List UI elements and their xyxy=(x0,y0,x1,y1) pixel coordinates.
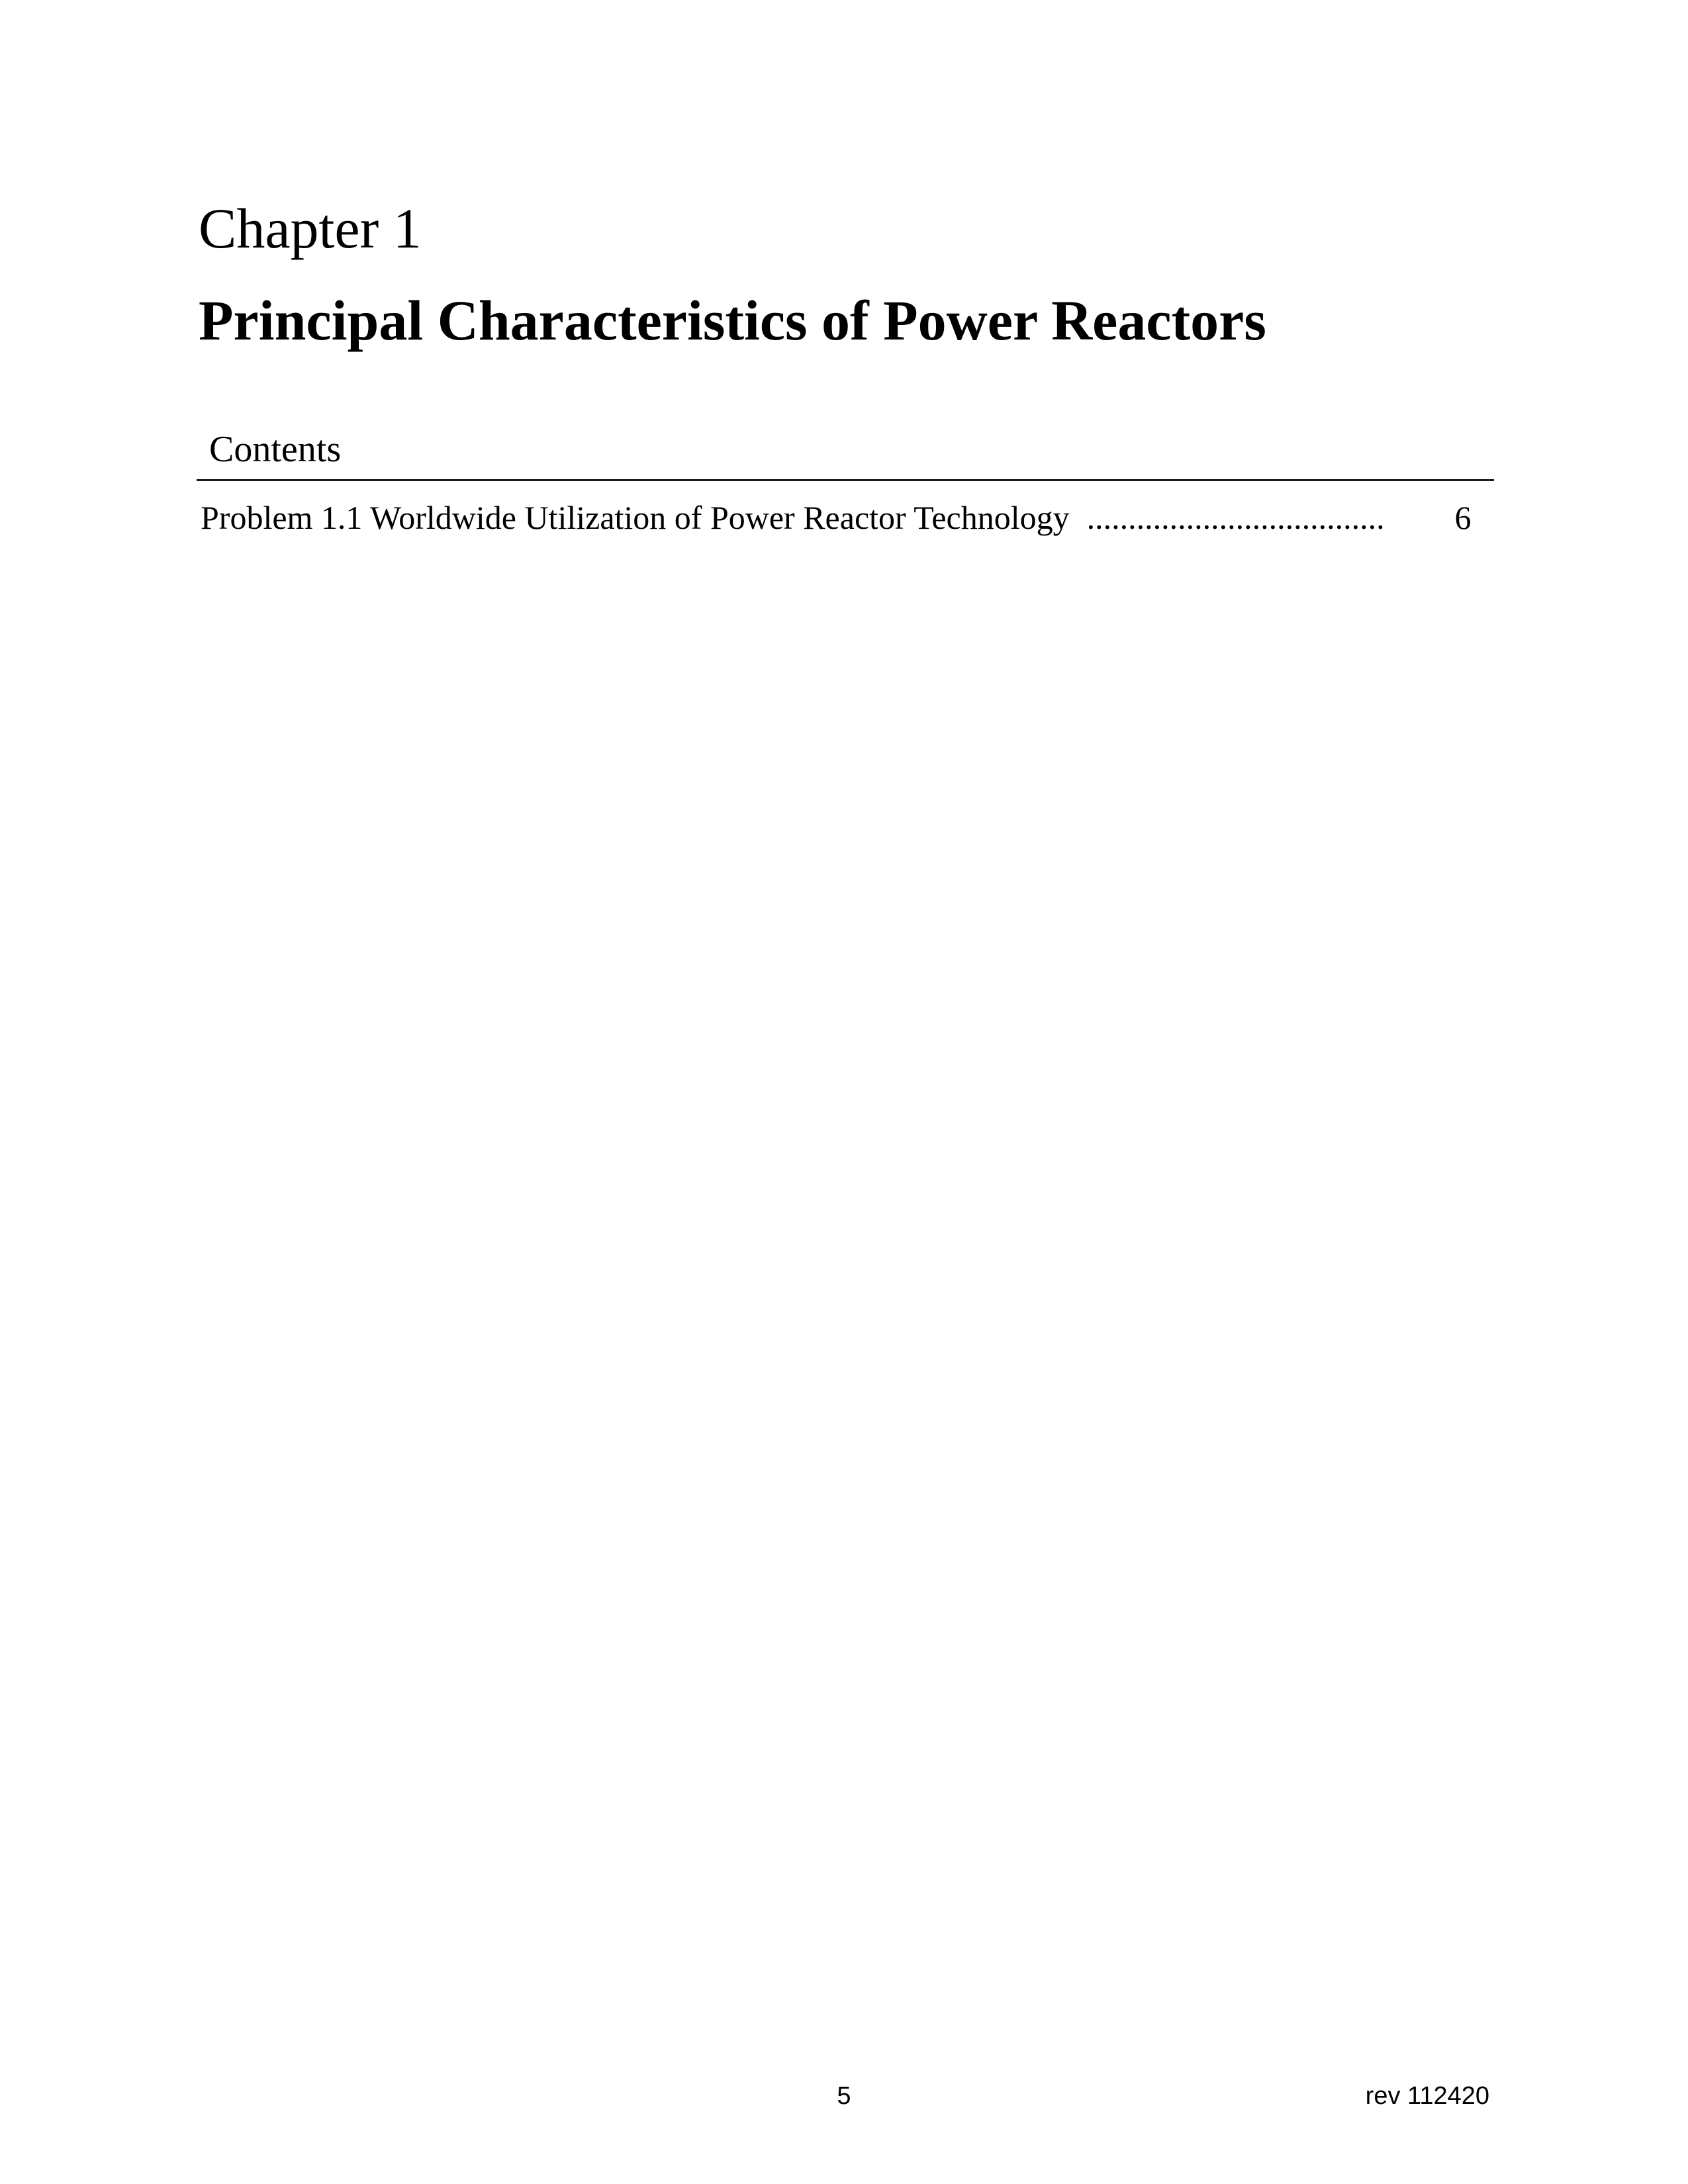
contents-heading: Contents xyxy=(209,429,342,470)
toc-entry xyxy=(201,499,1493,537)
contents-rule-divider xyxy=(197,479,1494,481)
toc-entry-title: Problem 1.1 Worldwide Utilization of Power Reactor Technology xyxy=(201,499,1070,536)
footer-revision-label: rev 112420 xyxy=(1365,2082,1489,2110)
chapter-label: Chapter 1 xyxy=(199,197,422,260)
footer-page-number: 5 xyxy=(837,2082,851,2110)
toc-entry-page-number: 6 xyxy=(1454,499,1472,536)
chapter-title: Principal Characteristics of Power Reactors xyxy=(199,289,1266,352)
toc-entry-dot-leader: .................................... xyxy=(1086,499,1385,536)
